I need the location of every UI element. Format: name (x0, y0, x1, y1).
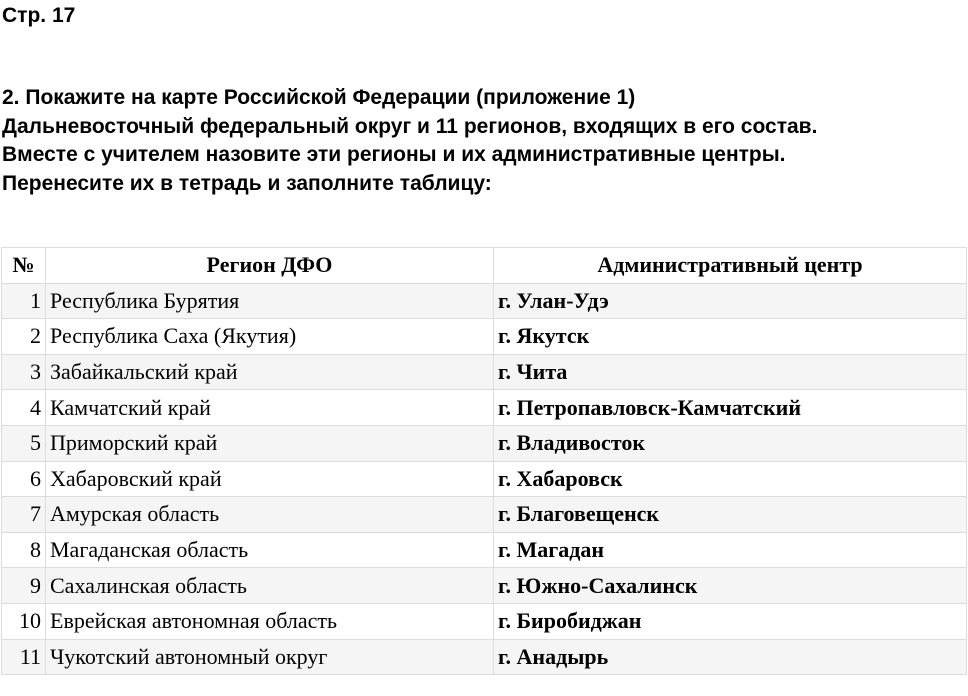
region-name: Хабаровский край (46, 461, 494, 497)
region-name: Приморский край (46, 425, 494, 461)
admin-center: г. Улан-Удэ (494, 283, 967, 319)
admin-center: г. Южно-Сахалинск (494, 568, 967, 604)
table-row (2, 319, 967, 355)
row-number: 5 (2, 425, 46, 461)
table-row (2, 390, 967, 426)
region-name: Магаданская область (46, 532, 494, 568)
regions-table (1, 247, 967, 675)
table-header-row (2, 248, 967, 284)
admin-center: г. Хабаровск (494, 461, 967, 497)
region-name: Амурская область (46, 497, 494, 533)
admin-center: г. Магадан (494, 532, 967, 568)
table-row (2, 461, 967, 497)
region-name: Камчатский край (46, 390, 494, 426)
task-line: 2. Покажите на карте Российской Федерации (приложение 1) (2, 86, 636, 109)
column-header-region: Регион ДФО (46, 248, 494, 284)
column-header-number: № (2, 248, 46, 284)
table-row (2, 532, 967, 568)
row-number: 3 (2, 354, 46, 390)
column-header-admin-center: Административный центр (494, 248, 967, 284)
region-name: Сахалинская область (46, 568, 494, 604)
table-row (2, 283, 967, 319)
table-row (2, 425, 967, 461)
admin-center: г. Владивосток (494, 425, 967, 461)
row-number: 1 (2, 283, 46, 319)
page-number-label: Стр. 17 (2, 4, 76, 27)
region-name: Республика Саха (Якутия) (46, 319, 494, 355)
admin-center: г. Благовещенск (494, 497, 967, 533)
region-name: Еврейская автономная область (46, 603, 494, 639)
row-number: 4 (2, 390, 46, 426)
admin-center: г. Биробиджан (494, 603, 967, 639)
table-row (2, 497, 967, 533)
table-row (2, 568, 967, 604)
row-number: 11 (2, 639, 46, 675)
region-name: Республика Бурятия (46, 283, 494, 319)
task-line: Перенесите их в тетрадь и заполните таблицу: (2, 171, 492, 195)
table-row (2, 639, 967, 675)
admin-center: г. Чита (494, 354, 967, 390)
admin-center: г. Анадырь (494, 639, 967, 675)
row-number: 7 (2, 497, 46, 533)
admin-center: г. Якутск (494, 319, 967, 355)
row-number: 6 (2, 461, 46, 497)
region-name: Забайкальский край (46, 354, 494, 390)
row-number: 2 (2, 319, 46, 355)
admin-center: г. Петропавловск-Камчатский (494, 390, 967, 426)
table-row (2, 603, 967, 639)
task-text (2, 84, 962, 198)
task-line: Вместе с учителем назовите эти регионы и их административные центры. (2, 143, 786, 166)
region-name: Чукотский автономный округ (46, 639, 494, 675)
row-number: 9 (2, 568, 46, 604)
row-number: 8 (2, 532, 46, 568)
row-number: 10 (2, 603, 46, 639)
table-row (2, 354, 967, 390)
task-line: Дальневосточный федеральный округ и 11 регионов, входящих в его состав. (2, 114, 818, 138)
